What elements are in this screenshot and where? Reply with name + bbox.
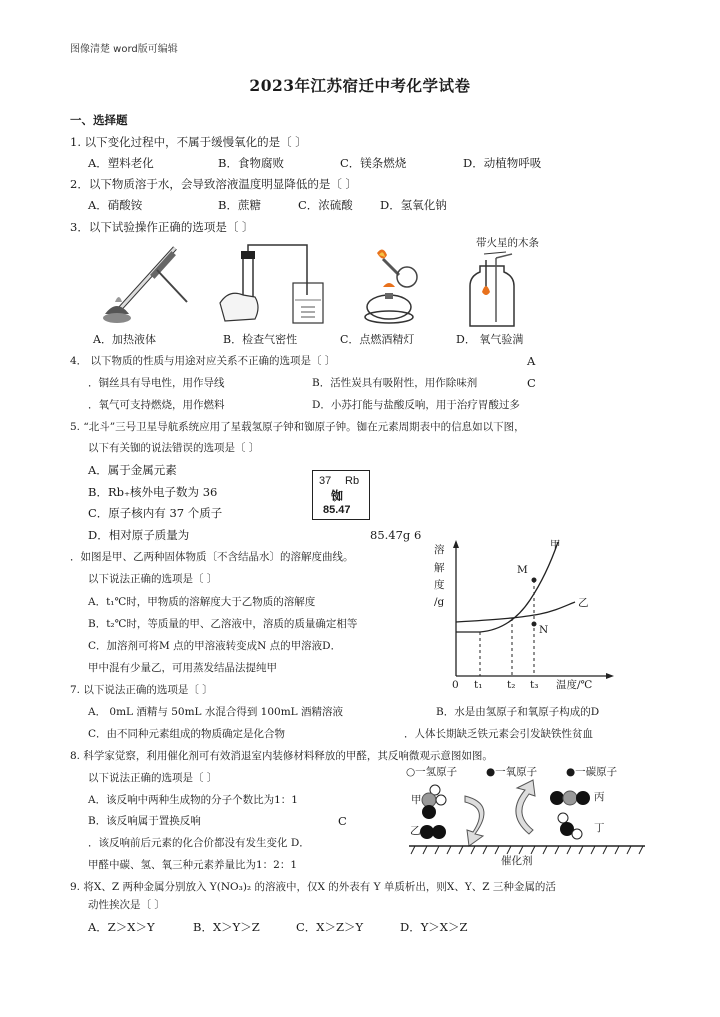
q4-stem: 4． 以下物质的性质与用途对应关系不正确的选项是〔 〕 — [70, 355, 336, 367]
q4-option-c: ．氧气可支持燃烧，用作燃料 — [88, 399, 225, 411]
q9-option-c: C．X＞Z＞Y — [296, 920, 364, 934]
graph-tick-t3: t₃ — [530, 679, 539, 691]
q3-figure-heating-liquid — [95, 240, 195, 328]
curve-yi — [456, 602, 575, 622]
q2-stem: 2．以下物质溶于水，会导致溶液温度明显降低的是〔 〕 — [70, 177, 357, 191]
legend-carbon: ●一碳原子 — [566, 766, 618, 778]
q8-stem: 8. 科学家觉察，利用催化剂可有效消退室内装修材料释放的甲醛，其反响微观示意图如图。 — [70, 750, 493, 762]
q2-option-d: D．氢氧化钠 — [380, 198, 447, 212]
q6-option-a: A．t₁℃时，甲物质的溶解度大于乙物质的溶解度 — [88, 596, 316, 608]
page-title: 2023年江苏宿迁中考化学试卷 — [249, 76, 471, 95]
q4-option-b: B．活性炭具有吸附性，用作除味剂 — [312, 377, 478, 389]
q9-option-d: D．Y＞X＞Z — [400, 920, 468, 934]
rb-element-cell — [312, 470, 370, 520]
point-label-m: M — [517, 564, 528, 576]
q6-option-d: 甲中混有少量乙，可用蒸发结晶法提纯甲 — [88, 662, 277, 674]
q5-stem-2: 以下有关铷的说法错误的选项是〔 〕 — [88, 442, 260, 454]
q3-label-glowing-splint: 带火星的木条 — [476, 237, 539, 249]
q3-figure-airtight-check — [215, 245, 335, 330]
graph-ylabel-1: 溶 — [434, 544, 445, 556]
rb-symbol: Rb — [345, 475, 360, 487]
q2-option-b: B．蔗糖 — [218, 198, 261, 212]
q7-option-d: ．人体长期缺乏铁元素会引发缺铁性贫血 — [404, 728, 593, 740]
rb-mass: 85.47 — [323, 504, 351, 516]
q8-option-a: A．该反响中两种生成物的分子个数比为1：1 — [88, 794, 298, 806]
graph-xlabel: 温度/℃ — [556, 679, 593, 691]
legend-hydrogen: ○一氢原子 — [406, 766, 458, 778]
q6-stem: ．如图是甲、乙两种固体物质〔不含结晶水〕的溶解度曲线。 — [70, 551, 354, 563]
point-n — [532, 622, 537, 627]
q1-stem: 1. 以下变化过程中，不属于缓慢氧化的是〔 〕 — [70, 135, 307, 149]
q9-stem-2: 动性挨次是〔 〕 — [88, 899, 165, 911]
graph-tick-t2: t₂ — [507, 679, 516, 691]
q3-caption-a: A．加热液体 — [93, 333, 156, 346]
section-heading: 一、选择题 — [70, 113, 128, 127]
point-m — [532, 578, 537, 583]
q8-option-b: B．该反响属于置换反响 — [88, 815, 201, 827]
q1-option-a: A．塑料老化 — [88, 156, 154, 170]
q8-stem-2: 以下说法正确的选项是〔 〕 — [88, 772, 218, 784]
label-catalyst: 催化剂 — [501, 855, 533, 867]
q3-caption-c: C．点燃酒精灯 — [340, 333, 415, 346]
curve-label-yi: 乙 — [578, 597, 589, 609]
point-label-n: N — [539, 624, 549, 636]
q9-option-b: B．X＞Y＞Z — [193, 920, 260, 934]
q5-option-b: B．Rb₊核外电子数为 36 — [88, 485, 218, 499]
rb-atomic-number: 37 — [319, 475, 332, 487]
q5-answer-tail: 85.47g 6 — [370, 528, 422, 542]
header-note: 图像清楚 word版可编辑 — [70, 44, 178, 55]
q3-caption-b: B．检查气密性 — [223, 333, 298, 346]
q7-option-c: C．由不同种元素组成的物质确定是化合物 — [88, 728, 286, 740]
q3-figure-lighting-lamp — [355, 245, 435, 327]
graph-tick-t1: t₁ — [474, 679, 483, 691]
curve-label-jia: 甲 — [550, 539, 561, 551]
q1-option-b: B．食物腐败 — [218, 156, 284, 170]
q7-stem: 7. 以下说法正确的选项是〔 〕 — [70, 684, 213, 696]
q4-letter-c: C — [527, 376, 536, 390]
q4-option-d: D．小苏打能与盐酸反响，用于治疗胃酸过多 — [312, 399, 520, 411]
graph-ylabel-4: /g — [434, 596, 445, 608]
label-jia: 甲 — [411, 794, 422, 806]
q5-stem: 5. “北斗”三号卫星导航系统应用了星载氢原子钟和铷原子钟。铷在元素周期表中的信息如以下图， — [70, 421, 525, 433]
q6-option-b: B．t₂℃时，等质量的甲、乙溶液中，溶质的质量确定相等 — [88, 618, 358, 630]
q5-option-d: D．相对原子质量为 — [88, 528, 190, 542]
q5-option-a: A．属于金属元素 — [88, 463, 177, 477]
q7-option-b: B．水是由氢原子和氧原子构成的D — [436, 706, 600, 718]
q4-option-a: ．铜丝具有导电性，用作导线 — [88, 377, 225, 389]
q3-figure-oxygen-test — [466, 252, 536, 330]
q8-option-c: ．该反响前后元素的化合价都没有发生变化 D． — [88, 837, 310, 849]
solubility-graph — [450, 540, 620, 690]
q3-caption-d: D． 氧气验满 — [456, 333, 524, 346]
label-bing: 丙 — [594, 791, 605, 803]
reaction-diagram — [405, 784, 650, 864]
label-ding: 丁 — [594, 822, 605, 834]
graph-ylabel-3: 度 — [434, 579, 445, 591]
q5-option-c: C．原子核内有 37 个质子 — [88, 506, 223, 520]
q8-option-d: 甲醛中碳、氢、氧三种元素养量比为1：2：1 — [88, 859, 298, 871]
q4-letter-a: A — [527, 354, 536, 368]
q2-option-a: A．硝酸铵 — [88, 198, 143, 212]
q7-option-a: A． 0mL 酒精与 50mL 水混合得到 100mL 酒精溶液 — [88, 706, 343, 718]
q1-option-d: D．动植物呼吸 — [463, 156, 542, 170]
q9-option-a: A．Z＞X＞Y — [88, 920, 155, 934]
label-yi: 乙 — [410, 825, 421, 837]
q6-stem-2: 以下说法正确的选项是〔 〕 — [88, 573, 218, 585]
q2-option-c: C．浓硫酸 — [298, 198, 353, 212]
q6-option-c: C．加溶剂可将M 点的甲溶液转变成N 点的甲溶液D． — [88, 640, 342, 652]
rb-name: 铷 — [331, 489, 344, 503]
q3-stem: 3．以下试验操作正确的选项是〔 〕 — [70, 220, 254, 234]
q9-stem: 9. 将X、Z 两种金属分别放入 Y(NO₃)₂ 的溶液中，仅X 的外表有 Y 单质析出，则X、Y、Z 三种金属的活 — [70, 881, 556, 893]
graph-ylabel-2: 解 — [434, 562, 445, 574]
legend-oxygen: ●一氧原子 — [486, 766, 538, 778]
q8-letter-c: C — [338, 814, 347, 828]
graph-origin: 0 — [452, 679, 459, 691]
q1-option-c: C．镁条燃烧 — [340, 156, 407, 170]
